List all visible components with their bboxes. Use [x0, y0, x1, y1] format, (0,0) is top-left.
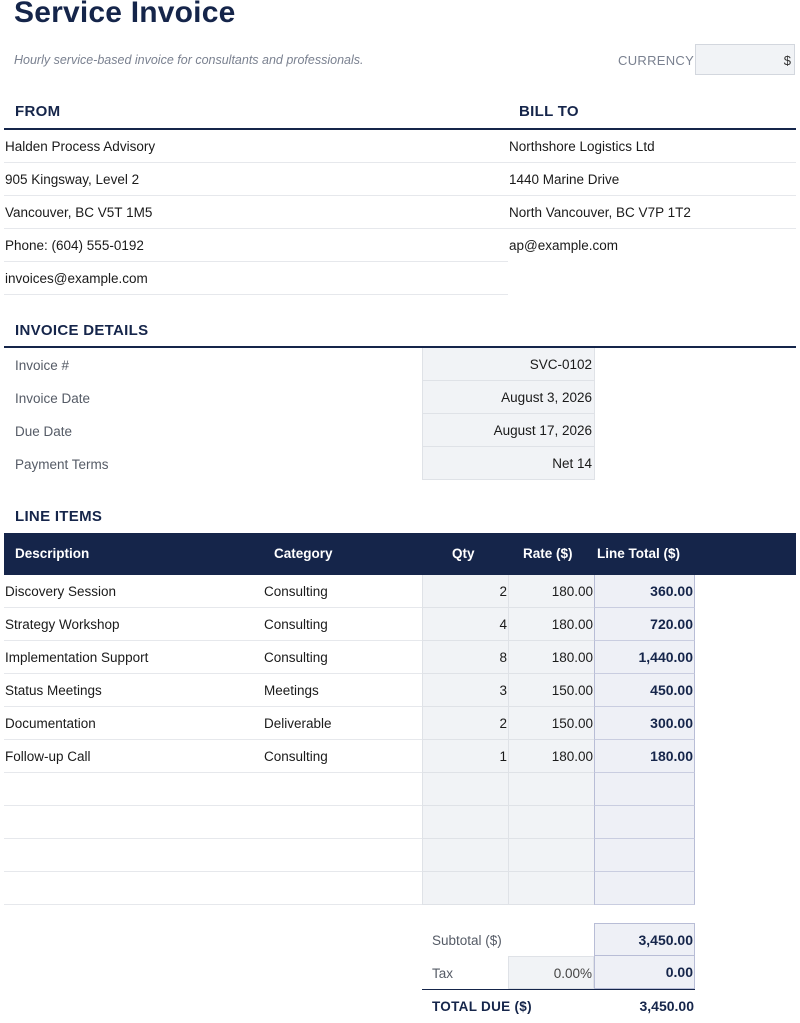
invoice-date-label: Invoice Date [15, 391, 91, 406]
line-item-rate[interactable]: 180.00 [508, 641, 594, 674]
bill-to-line[interactable]: Northshore Logistics Ltd [508, 130, 796, 163]
line-item-rate[interactable]: 180.00 [508, 608, 594, 641]
line-item-qty[interactable]: 3 [422, 674, 508, 707]
tax-rate-input[interactable]: 0.00% [508, 956, 594, 989]
line-item-qty[interactable]: 8 [422, 641, 508, 674]
line-item-description[interactable]: Strategy Workshop [4, 608, 422, 641]
bill-to-line[interactable]: 1440 Marine Drive [508, 163, 796, 196]
table-row [0, 641, 800, 674]
invoice-details-heading: INVOICE DETAILS [15, 322, 149, 339]
table-row [0, 740, 800, 773]
tax-value: 0.00 [594, 956, 695, 989]
line-item-rate[interactable] [508, 872, 594, 905]
line-item-category[interactable] [264, 773, 422, 806]
currency-input[interactable]: $ [695, 44, 795, 75]
table-row [0, 575, 800, 608]
line-item-category[interactable]: Deliverable [264, 716, 332, 731]
line-item-category[interactable]: Consulting [264, 617, 328, 632]
total-due-value: 3,450.00 [639, 998, 694, 1014]
line-item-rate[interactable]: 150.00 [508, 674, 594, 707]
line-item-total: 360.00 [594, 575, 695, 608]
bill-to-line[interactable]: North Vancouver, BC V7P 1T2 [508, 196, 796, 229]
table-row [0, 839, 800, 872]
line-item-category[interactable]: Consulting [264, 650, 328, 665]
details-divider [4, 346, 796, 348]
line-item-qty[interactable] [422, 806, 508, 839]
invoice-date-field[interactable]: August 3, 2026 [422, 381, 595, 414]
tax-label: Tax [432, 966, 454, 981]
line-item-qty[interactable] [422, 773, 508, 806]
line-item-category[interactable] [264, 872, 422, 905]
line-item-qty[interactable]: 1 [422, 740, 508, 773]
from-block [4, 130, 508, 295]
invoice-number-field[interactable]: SVC-0102 [422, 348, 595, 381]
bill-to-line[interactable]: ap@example.com [509, 238, 619, 253]
page-title: Service Invoice [14, 0, 236, 29]
line-item-category[interactable]: Consulting [264, 749, 328, 764]
col-qty: Qty [452, 546, 475, 561]
line-item-rate[interactable] [508, 839, 594, 872]
line-item-total [594, 806, 695, 839]
line-item-total: 450.00 [594, 674, 695, 707]
currency-label: CURRENCY [618, 53, 695, 68]
line-item-total: 180.00 [594, 740, 695, 773]
payment-terms-label: Payment Terms [15, 457, 109, 472]
total-due-label: TOTAL DUE ($) [432, 999, 532, 1014]
line-item-rate[interactable]: 180.00 [508, 740, 594, 773]
from-line[interactable]: Vancouver, BC V5T 1M5 [4, 196, 508, 229]
col-line-total: Line Total ($) [597, 546, 680, 561]
line-item-total: 300.00 [594, 707, 695, 740]
line-item-qty[interactable]: 2 [422, 707, 508, 740]
line-item-category[interactable]: Meetings [264, 683, 319, 698]
bill-to-block [508, 130, 796, 262]
due-date-label: Due Date [15, 424, 73, 439]
line-item-description[interactable]: Status Meetings [4, 674, 422, 707]
line-item-qty[interactable]: 2 [422, 575, 508, 608]
from-line[interactable]: Phone: (604) 555-0192 [4, 229, 508, 262]
col-category: Category [274, 546, 333, 561]
line-item-qty[interactable]: 4 [422, 608, 508, 641]
col-rate: Rate ($) [523, 546, 573, 561]
line-item-description[interactable]: Documentation [4, 707, 422, 740]
line-item-qty[interactable] [422, 839, 508, 872]
payment-terms-field[interactable]: Net 14 [422, 447, 595, 480]
table-row [0, 872, 800, 905]
line-item-description[interactable]: Implementation Support [4, 641, 422, 674]
line-item-total [594, 773, 695, 806]
subtotal-value: 3,450.00 [594, 923, 695, 956]
line-items-header [4, 533, 796, 575]
line-item-category[interactable] [264, 839, 422, 872]
line-item-rate[interactable] [508, 773, 594, 806]
table-row [0, 773, 800, 806]
line-item-qty[interactable] [422, 872, 508, 905]
line-items-body [0, 575, 800, 906]
from-line[interactable]: 905 Kingsway, Level 2 [4, 163, 508, 196]
table-row [0, 806, 800, 839]
table-row [0, 707, 800, 740]
line-item-total: 720.00 [594, 608, 695, 641]
from-line[interactable]: Halden Process Advisory [4, 130, 508, 163]
line-item-category[interactable]: Consulting [264, 584, 328, 599]
subtotal-label: Subtotal ($) [432, 933, 502, 948]
line-item-rate[interactable]: 180.00 [508, 575, 594, 608]
line-items-heading: LINE ITEMS [15, 508, 103, 525]
from-line[interactable]: invoices@example.com [4, 262, 508, 295]
line-item-description[interactable]: Follow-up Call [4, 740, 422, 773]
line-item-total [594, 839, 695, 872]
line-item-description[interactable]: Discovery Session [4, 575, 422, 608]
bill-to-heading: BILL TO [519, 103, 579, 120]
col-description: Description [15, 546, 90, 561]
invoice-number-label: Invoice # [15, 358, 70, 373]
line-item-category[interactable] [264, 806, 422, 839]
table-row [0, 674, 800, 707]
line-item-rate[interactable]: 150.00 [508, 707, 594, 740]
line-item-rate[interactable] [508, 806, 594, 839]
due-date-field[interactable]: August 17, 2026 [422, 414, 595, 447]
from-heading: FROM [15, 103, 61, 120]
page-subtitle: Hourly service-based invoice for consultants and professionals. [14, 53, 364, 67]
table-row [0, 608, 800, 641]
line-item-total [594, 872, 695, 905]
line-item-total: 1,440.00 [594, 641, 695, 674]
